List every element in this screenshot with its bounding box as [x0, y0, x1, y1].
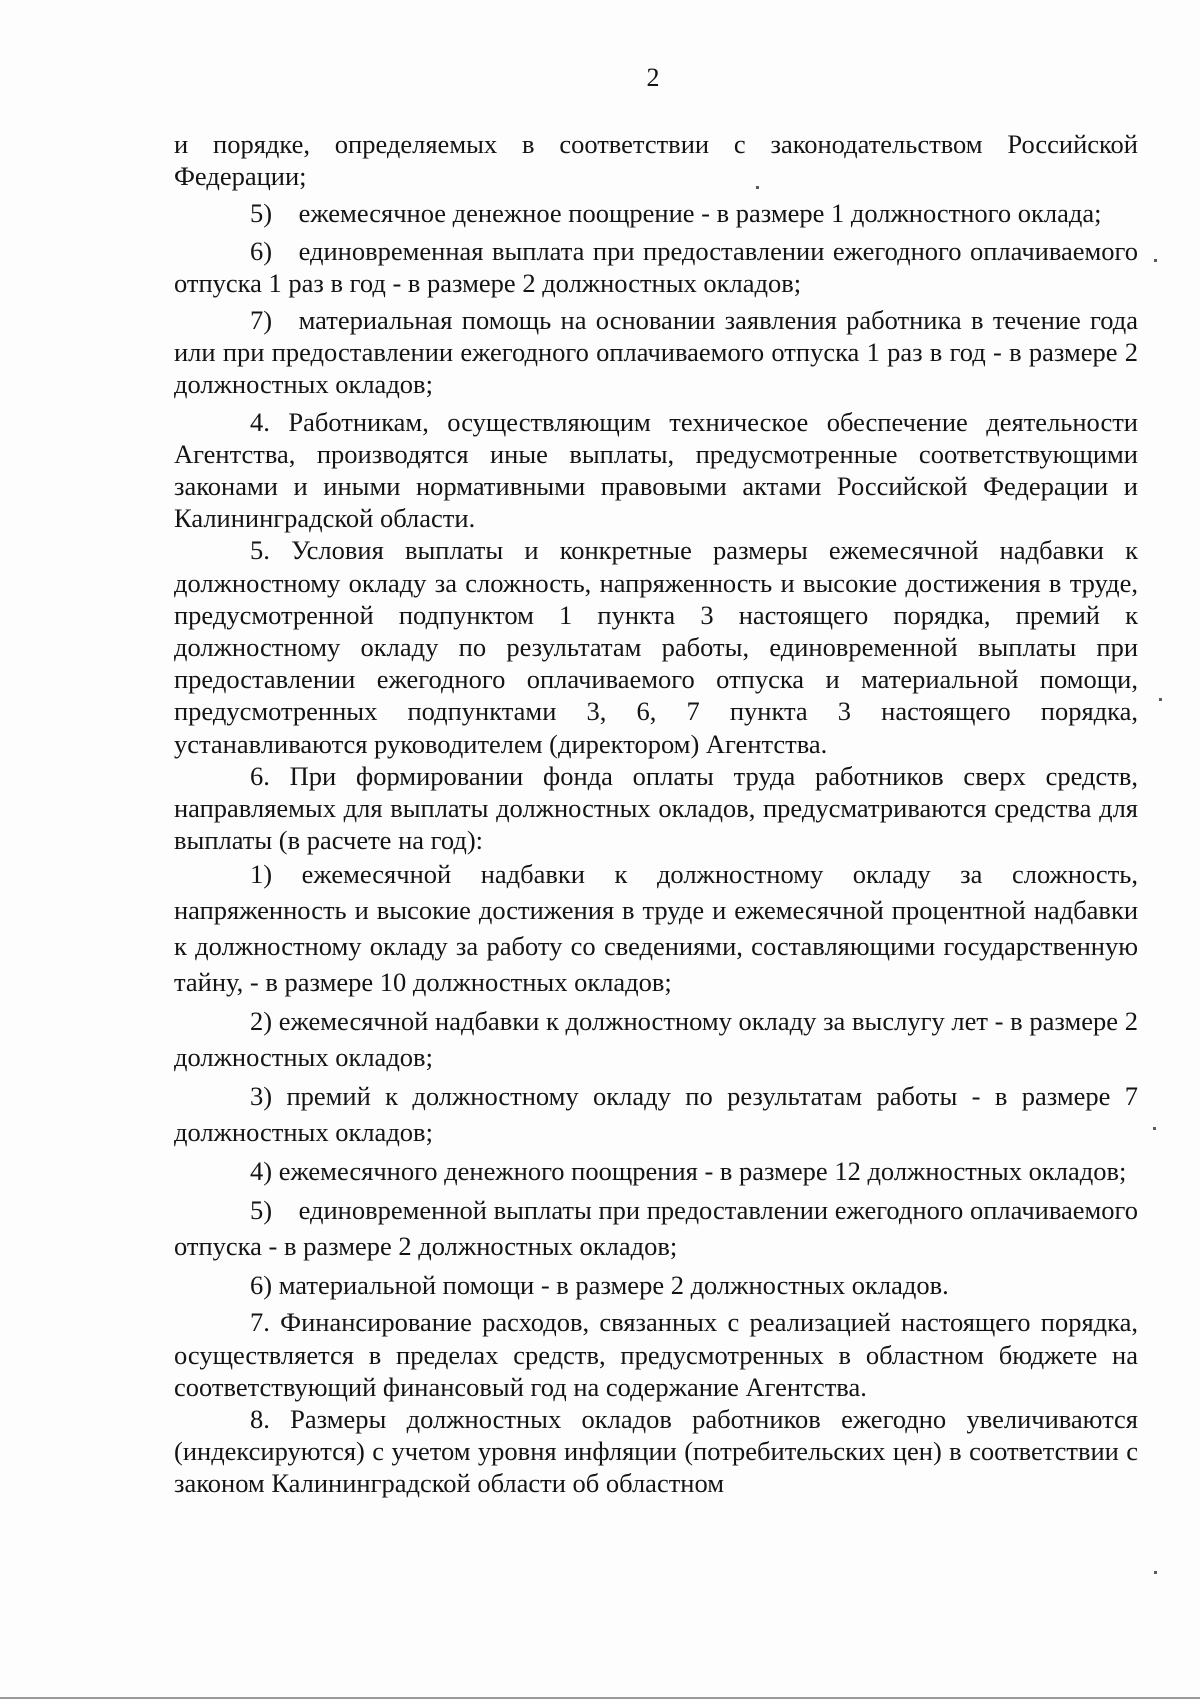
page-number: 2: [646, 63, 660, 92]
paragraph-continuation: и порядке, определяемых в соответствии с законодательством Российской Федерации;: [174, 129, 1138, 192]
paragraph-fund-item-3: 3) премий к должностному окладу по результатам работы - в размере 7 должностных окладов;: [174, 1081, 1138, 1148]
paragraph-clause-5: 5. Условия выплаты и конкретные размеры ежемесячной надбавки к должностному окладу за сложность, напряженность и высокие достижения в труде, предусмотренной подпунктом 1 пункта 3 настоящего порядка, премий к должностному окладу по результатам работы, единовременной выплаты при предоставлении ежегодного оплачиваемого отпуска и материальной помощи, предусмотренных подпунктами 3, 6, 7 пункта 3 настоящего порядка, устанавливаются руководителем (директором) Агентства.: [174, 535, 1138, 759]
scan-speck: [1154, 259, 1157, 262]
document-body: [174, 128, 1138, 1500]
scan-speck: [1159, 698, 1162, 701]
scan-speck: [1154, 1571, 1157, 1574]
paragraph-item-6-lump-sum: 6) единовременная выплата при предоставлении ежегодного оплачиваемого отпуска 1 раз в год - в размере 2 должностных окладов;: [174, 235, 1138, 298]
clauses-7-8: [174, 1306, 1138, 1499]
paragraph-fund-item-1: 1) ежемесячной надбавки к должностному окладу за сложность, напряженность и высокие достижения в труде и ежемесячной процентной надбавки к должностному окладу за работу со сведениями, составляющими государственную тайну, - в размере 10 должностных окладов;: [174, 859, 1138, 998]
scan-speck: [756, 186, 759, 189]
paragraph-fund-item-5: 5) единовременной выплаты при предоставлении ежегодного оплачиваемого отпуска - в размере 2 должностных окладов;: [174, 1195, 1138, 1262]
paragraph-clause-4: 4. Работникам, осуществляющим техническое обеспечение деятельности Агентства, производятся иные выплаты, предусмотренные соответствующими законами и иными нормативными правовыми актами Российской Федерации и Калининградской области.: [174, 406, 1138, 534]
clauses-4-6: [174, 406, 1138, 857]
paragraph-clause-6: 6. При формировании фонда оплаты труда работников сверх средств, направляемых для выплаты должностных окладов, предусматриваются средства для выплаты (в расчете на год):: [174, 760, 1138, 856]
paragraph-fund-item-4: 4) ежемесячного денежного поощрения - в размере 12 должностных окладов;: [250, 1156, 1127, 1187]
paragraph-clause-7: 7. Финансирование расходов, связанных с реализацией настоящего порядка, осуществляется в пределах средств, предусмотренных в областном бюджете на соответствующий финансовый год на содержание Агентства.: [174, 1307, 1138, 1402]
scan-speck: [1153, 1127, 1156, 1130]
paragraph-fund-item-6: 6) материальной помощи - в размере 2 должностных окладов.: [250, 1270, 949, 1301]
paragraph-item-7-material-aid: 7) материальная помощь на основании заявления работника в течение года или при предоставлении ежегодного оплачиваемого отпуска 1 раз в год - в размере 2 должностных окладов;: [174, 305, 1138, 400]
paragraph-item-5-bonus: 5) ежемесячное денежное поощрение - в размере 1 должностного оклада;: [250, 198, 1102, 229]
paragraph-clause-8: 8. Размеры должностных окладов работников ежегодно увеличиваются (индексируются) с учетом уровня инфляции (потребительских цен) в соответствии с законом Калининградской области об областном: [174, 1404, 1138, 1499]
scan-edge-line: [0, 1697, 1200, 1699]
paragraph-fund-item-2: 2) ежемесячной надбавки к должностному окладу за выслугу лет - в размере 2 должностных окладов;: [174, 1006, 1138, 1073]
